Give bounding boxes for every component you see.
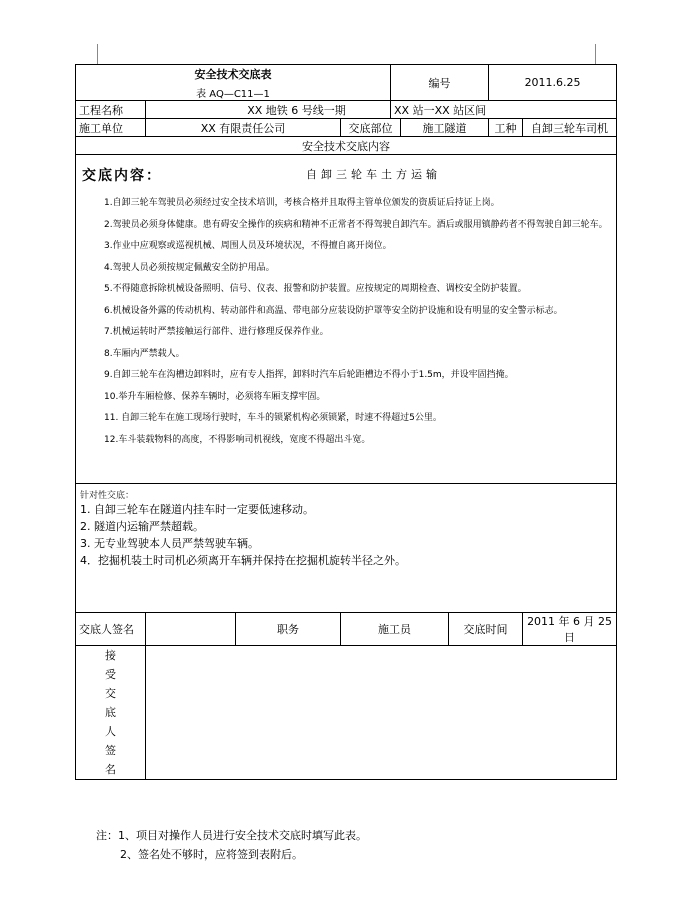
content-cell (76, 155, 617, 484)
receiver-label-cell (76, 646, 146, 780)
content-item: 3.作业中应观察或巡视机械、周围人员及环境状况，不得擅自离开岗位。 (104, 241, 392, 251)
form-title-cell (76, 65, 391, 101)
signature-row (76, 613, 617, 646)
content-item: 1.自卸三轮车驾驶员必须经过安全技术培训，考核合格并且取得主管单位颁发的资质证后持证上岗。 (104, 198, 500, 208)
content-item: 2.驾驶员必须身体健康。患有碍安全操作的疾病和精神不正常者不得驾驶自卸汽车。酒后或服用镇静药者不得驾驶自卸三轮车。 (104, 219, 608, 230)
content-item: 11. 自卸三轮车在施工现场行驶时，车斗的锁紧机构必须锁紧，时速不得超过5公里。 (104, 413, 442, 423)
content-items (76, 185, 616, 451)
content-row (76, 155, 617, 484)
targeted-item: 2. 隧道内运输严禁超载。 (80, 520, 204, 533)
trade-label: 工种 (489, 119, 523, 137)
giver-label: 交底人签名 (76, 613, 146, 646)
crop-mark-left (97, 44, 98, 64)
unit-value: XX 有限责任公司 (146, 119, 341, 137)
project-name-label: 工程名称 (76, 101, 146, 119)
number-label: 编号 (391, 65, 489, 101)
receiver-label: 接受交底人签名 (105, 649, 116, 776)
trade-value: 自卸三轮车司机 (523, 119, 617, 137)
content-label: 交底内容： (82, 168, 162, 184)
receiver-row (76, 646, 617, 780)
content-item: 6.机械设备外露的传动机构、转动部件和高温、带电部分应装设防护罩等安全防护设施和设有明显的安全警示标志。 (104, 305, 563, 316)
targeted-row (76, 484, 617, 613)
form-code: 表 AQ—C11—1 (196, 89, 270, 100)
targeted-label: 针对性交底： (80, 491, 135, 501)
content-item: 10.举升车厢检修、保养车辆时，必须将车厢支撑牢固。 (104, 391, 326, 402)
time-value: 2011 年 6 月 25 日 (523, 613, 617, 646)
content-item: 8.车厢内严禁载人。 (104, 348, 185, 359)
project-row (76, 101, 617, 119)
project-section-value: XX 站一XX 站区间 (391, 101, 617, 119)
position-label: 职务 (236, 613, 341, 646)
content-section-title: 安全技术交底内容 (76, 137, 617, 155)
footnotes (96, 826, 367, 864)
targeted-cell (76, 484, 617, 613)
part-label: 交底部位 (341, 119, 401, 137)
footnote-1: 注：1、项目对操作人员进行安全技术交底时填写此表。 (96, 829, 367, 842)
content-title-row (76, 137, 617, 155)
giver-signature-field[interactable] (146, 613, 236, 646)
content-subject: 自卸三轮车土方运输 (306, 168, 441, 181)
targeted-item: 3. 无专业驾驶本人员严禁驾驶车辆。 (80, 537, 259, 550)
form-title: 安全技术交底表 (194, 68, 272, 81)
safety-briefing-form (75, 64, 617, 780)
part-value: 施工隧道 (401, 119, 489, 137)
header-row (76, 65, 617, 101)
crop-mark-right (595, 44, 596, 64)
position-value: 施工员 (341, 613, 449, 646)
unit-label: 施工单位 (76, 119, 146, 137)
time-label: 交底时间 (449, 613, 523, 646)
targeted-item: 1. 自卸三轮车在隧道内挂车时一定要低速移动。 (80, 503, 314, 516)
date-value: 2011.6.25 (489, 65, 617, 101)
receiver-signature-area[interactable] (146, 646, 617, 780)
content-item: 5.不得随意拆除机械设备照明、信号、仪表、报警和防护装置。应按规定的周期检查、调校安全防护装置。 (104, 284, 527, 294)
footnote-2: 2、签名处不够时，应将签到表附后。 (120, 848, 303, 861)
content-header (76, 155, 616, 185)
content-item: 12.车斗装载物料的高度，不得影响司机视线，宽度不得超出斗宽。 (104, 434, 371, 445)
unit-row (76, 119, 617, 137)
content-item: 4.驾驶人员必须按规定佩戴安全防护用品。 (104, 262, 275, 273)
targeted-item: 4．挖掘机装土时司机必须离开车辆并保持在挖掘机旋转半径之外。 (80, 554, 406, 567)
project-name-value: XX 地铁 6 号线一期 (146, 101, 391, 119)
content-item: 7.机械运转时严禁接触运行部件、进行修理反保养作业。 (104, 327, 329, 337)
content-item: 9.自卸三轮车在沟槽边卸料时，应有专人指挥，卸料时汽车后轮距槽边不得小于1.5m，并设牢固挡掩。 (104, 370, 514, 380)
